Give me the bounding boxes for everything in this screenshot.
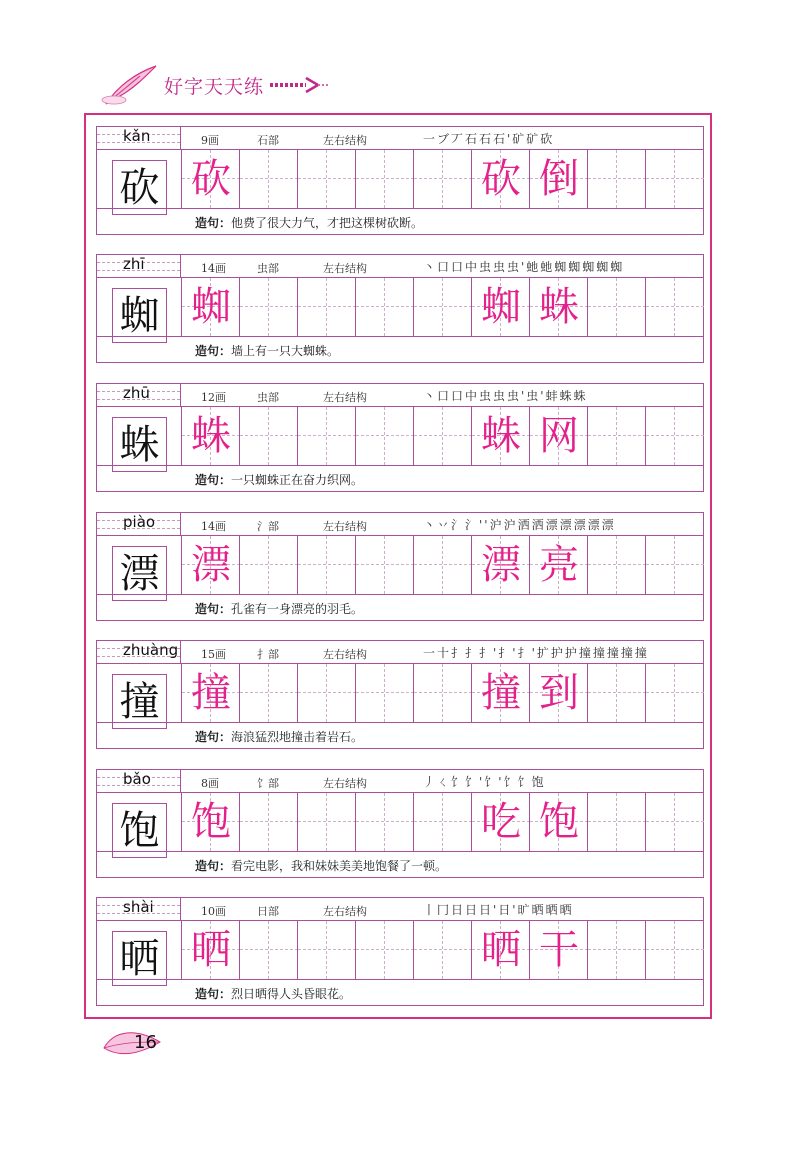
- practice-character: 亮: [539, 542, 579, 588]
- sentence-label: 造句：: [195, 344, 232, 358]
- structure: 左右结构: [323, 777, 367, 790]
- sentence-band: [96, 336, 704, 363]
- practice-cell: [645, 793, 703, 851]
- page-header: [100, 62, 400, 108]
- model-character: 漂: [112, 546, 167, 601]
- pinyin: bǎo: [123, 770, 151, 788]
- practice-character: 撞: [481, 670, 521, 716]
- structure: 左右结构: [323, 520, 367, 533]
- practice-cell: [529, 536, 587, 594]
- radical: 饣部: [257, 777, 279, 790]
- practice-cell: [587, 150, 645, 208]
- example-sentence: [195, 857, 447, 874]
- info-band: [96, 640, 704, 664]
- practice-cell: [297, 921, 355, 979]
- practice-cell: [471, 407, 529, 465]
- practice-character: 蜘: [481, 284, 521, 330]
- stroke-count: 8画: [201, 777, 219, 790]
- character-entry: [96, 897, 704, 1010]
- practice-cell: [355, 278, 413, 336]
- pinyin-band: [97, 255, 181, 278]
- practice-cell: [297, 664, 355, 722]
- practice-character: 蜘: [191, 284, 231, 330]
- practice-cell: [297, 536, 355, 594]
- structure: 左右结构: [323, 905, 367, 918]
- practice-cell: [297, 150, 355, 208]
- pinyin: kǎn: [123, 127, 151, 145]
- page-title: 好字天天练: [164, 76, 265, 98]
- practice-cell: [239, 407, 297, 465]
- pinyin-band: [97, 127, 181, 150]
- practice-character: 砍: [191, 156, 231, 202]
- practice-character: 砍: [481, 156, 521, 202]
- practice-band: [96, 536, 704, 597]
- info-band: [96, 512, 704, 536]
- character-entry: [96, 769, 704, 882]
- practice-cell: [587, 407, 645, 465]
- sentence-text: 墙上有一只大蜘蛛。: [231, 344, 340, 358]
- practice-cell: [355, 664, 413, 722]
- character-entry: [96, 254, 704, 367]
- practice-cell: [645, 407, 703, 465]
- practice-grid: [181, 921, 703, 979]
- practice-cell: [413, 793, 471, 851]
- character-entry: [96, 383, 704, 496]
- sentence-band: [96, 208, 704, 235]
- practice-band: [96, 664, 704, 725]
- radical: 石部: [257, 134, 279, 147]
- practice-cell: [471, 664, 529, 722]
- stroke-order: 丿ㄑ饣饣'饣'饣饣饱: [423, 775, 546, 789]
- pinyin: zhū: [123, 384, 150, 402]
- sentence-text: 孔雀有一身漂亮的羽毛。: [231, 602, 364, 616]
- stroke-order: 丨冂日日日'日'旷晒晒晒: [423, 903, 574, 917]
- radical: 日部: [257, 905, 279, 918]
- practice-cell: [355, 793, 413, 851]
- practice-character: 漂: [191, 542, 231, 588]
- info-band: [96, 897, 704, 921]
- practice-cell: [587, 664, 645, 722]
- structure: 左右结构: [323, 134, 367, 147]
- practice-character: 漂: [481, 542, 521, 588]
- info-band: [96, 769, 704, 793]
- practice-cell: [181, 278, 239, 336]
- practice-grid: [181, 278, 703, 336]
- practice-cell: [471, 921, 529, 979]
- practice-cell: [645, 921, 703, 979]
- sentence-label: 造句：: [195, 473, 232, 487]
- practice-cell: [239, 278, 297, 336]
- pinyin: piào: [123, 513, 156, 531]
- practice-band: [96, 150, 704, 211]
- practice-cell: [239, 793, 297, 851]
- model-character: 蜘: [112, 288, 167, 343]
- model-character: 蛛: [112, 417, 167, 472]
- sentence-band: [96, 594, 704, 621]
- model-character: 砍: [112, 160, 167, 215]
- pinyin-band: [97, 641, 181, 664]
- sentence-band: [96, 851, 704, 878]
- pinyin: shài: [123, 898, 154, 916]
- info-band: [96, 126, 704, 150]
- example-sentence: [195, 985, 351, 1002]
- model-character: 晒: [112, 931, 167, 986]
- practice-character: 饱: [539, 799, 579, 845]
- stroke-count: 15画: [201, 648, 226, 661]
- practice-cell: [413, 150, 471, 208]
- practice-cell: [239, 664, 297, 722]
- sentence-text: 看完电影，我和妹妹美美地饱餐了一顿。: [231, 859, 448, 873]
- sentence-text: 他费了很大力气，才把这棵树砍断。: [231, 216, 424, 230]
- page-footer: [100, 1024, 180, 1064]
- practice-cell: [297, 407, 355, 465]
- practice-cell: [355, 150, 413, 208]
- model-character: 饱: [112, 803, 167, 858]
- radical: 氵部: [257, 520, 279, 533]
- example-sentence: [195, 600, 363, 617]
- radical: 虫部: [257, 262, 279, 275]
- stroke-order: 丶丷氵氵''沪沪洒洒漂漂漂漂漂: [423, 518, 616, 532]
- practice-cell: [413, 407, 471, 465]
- stroke-order: 丶口口中虫虫虫'虫'蚌蛛蛛: [423, 389, 588, 403]
- practice-cell: [587, 278, 645, 336]
- pinyin: zhī: [123, 255, 145, 273]
- page-number: 16: [134, 1032, 157, 1053]
- practice-cell: [529, 150, 587, 208]
- practice-cell: [471, 278, 529, 336]
- practice-cell: [413, 664, 471, 722]
- practice-cell: [181, 664, 239, 722]
- pinyin: zhuàng: [123, 641, 179, 659]
- sentence-label: 造句：: [195, 216, 232, 230]
- practice-cell: [471, 150, 529, 208]
- practice-cell: [413, 278, 471, 336]
- sentence-text: 海浪猛烈地撞击着岩石。: [231, 730, 364, 744]
- stroke-order: 丶口口中虫虫虫'虵虵蜘蜘蜘蜘蜘: [423, 260, 625, 274]
- character-entry: [96, 640, 704, 753]
- practice-character: 干: [539, 927, 579, 973]
- practice-character: 撞: [191, 670, 231, 716]
- practice-character: 蛛: [481, 413, 521, 459]
- pinyin-band: [97, 770, 181, 793]
- practice-grid: [181, 407, 703, 465]
- sentence-band: [96, 722, 704, 749]
- practice-cell: [645, 278, 703, 336]
- example-sentence: [195, 342, 339, 359]
- sentence-band: [96, 979, 704, 1006]
- sentence-text: 一只蜘蛛正在奋力织网。: [231, 473, 364, 487]
- feather-pen-icon: [100, 62, 160, 108]
- stroke-count: 14画: [201, 262, 226, 275]
- practice-cell: [413, 921, 471, 979]
- practice-grid: [181, 536, 703, 594]
- sentence-label: 造句：: [195, 730, 232, 744]
- practice-cell: [413, 536, 471, 594]
- radical: 虫部: [257, 391, 279, 404]
- practice-cell: [181, 536, 239, 594]
- practice-cell: [471, 536, 529, 594]
- sentence-label: 造句：: [195, 602, 232, 616]
- example-sentence: [195, 214, 423, 231]
- model-character: 撞: [112, 674, 167, 729]
- stroke-count: 14画: [201, 520, 226, 533]
- practice-character: 倒: [539, 156, 579, 202]
- example-sentence: [195, 471, 363, 488]
- stroke-count: 10画: [201, 905, 226, 918]
- practice-cell: [645, 536, 703, 594]
- pinyin-band: [97, 384, 181, 407]
- pinyin-band: [97, 898, 181, 921]
- practice-cell: [529, 407, 587, 465]
- practice-cell: [529, 664, 587, 722]
- practice-cell: [355, 407, 413, 465]
- stroke-order: 一ブ丆石石石'矿矿砍: [423, 132, 555, 146]
- practice-cell: [645, 664, 703, 722]
- practice-character: 蛛: [191, 413, 231, 459]
- info-band: [96, 254, 704, 278]
- practice-band: [96, 407, 704, 468]
- practice-character: 蛛: [539, 284, 579, 330]
- practice-character: 晒: [481, 927, 521, 973]
- practice-cell: [239, 921, 297, 979]
- practice-grid: [181, 793, 703, 851]
- practice-cell: [587, 793, 645, 851]
- stroke-count: 12画: [201, 391, 226, 404]
- practice-cell: [239, 536, 297, 594]
- practice-cell: [529, 793, 587, 851]
- practice-cell: [297, 278, 355, 336]
- structure: 左右结构: [323, 648, 367, 661]
- practice-cell: [529, 278, 587, 336]
- practice-cell: [587, 921, 645, 979]
- practice-character: 网: [539, 413, 579, 459]
- practice-cell: [645, 150, 703, 208]
- practice-grid: [181, 150, 703, 208]
- practice-cell: [297, 793, 355, 851]
- practice-cell: [355, 536, 413, 594]
- practice-character: 吃: [481, 799, 521, 845]
- sentence-label: 造句：: [195, 859, 232, 873]
- practice-character: 晒: [191, 927, 231, 973]
- practice-band: [96, 921, 704, 982]
- sentence-label: 造句：: [195, 987, 232, 1001]
- practice-cell: [181, 150, 239, 208]
- practice-cell: [471, 793, 529, 851]
- practice-character: 饱: [191, 799, 231, 845]
- structure: 左右结构: [323, 262, 367, 275]
- practice-band: [96, 793, 704, 854]
- radical: 扌部: [257, 648, 279, 661]
- structure: 左右结构: [323, 391, 367, 404]
- practice-character: 到: [539, 670, 579, 716]
- practice-cell: [181, 407, 239, 465]
- example-sentence: [195, 728, 363, 745]
- practice-cell: [587, 536, 645, 594]
- practice-band: [96, 278, 704, 339]
- info-band: [96, 383, 704, 407]
- practice-grid: [181, 664, 703, 722]
- practice-cell: [181, 921, 239, 979]
- practice-cell: [239, 150, 297, 208]
- pinyin-band: [97, 513, 181, 536]
- stroke-order: 一十扌扌扌'扌'扌'扩护护撞撞撞撞撞: [423, 646, 649, 660]
- dotted-arrow-icon: [268, 76, 332, 94]
- character-entry: [96, 126, 704, 239]
- character-entry: [96, 512, 704, 625]
- practice-cell: [529, 921, 587, 979]
- practice-cell: [181, 793, 239, 851]
- sentence-text: 烈日晒得人头昏眼花。: [231, 987, 352, 1001]
- sentence-band: [96, 465, 704, 492]
- practice-cell: [355, 921, 413, 979]
- stroke-count: 9画: [201, 134, 219, 147]
